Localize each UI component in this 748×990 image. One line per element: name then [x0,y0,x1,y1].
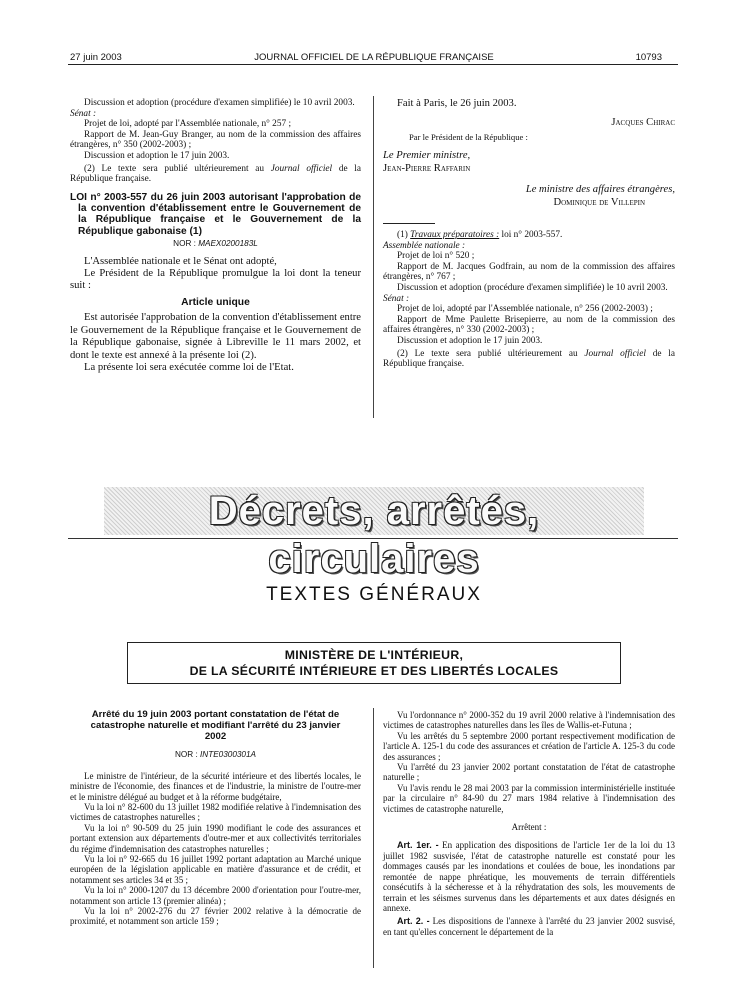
paragraph: Est autorisée l'approbation de la convention d'établissement entre le Gouvernement de la République française et le Gouvernement de la République gabonaise, signée à Libreville le 11 mars 2002, et dont le texte est annexé à la présente loi (2). [70,312,361,361]
ministry-line-1: MINISTÈRE DE L'INTÉRIEUR, [284,648,464,662]
article-1-label: Art. 1er. - [397,840,439,851]
article-1-text: En application des dispositions de l'article 1er de la loi du 13 juillet 1982 susvisée, l'état de catastrophe naturelle est constaté pour les dommages causés par les inondations et coulées de boue, les inondations par remontée de nappe phréatique, les mouvements de terrain différentiels consécutifs à la sécheresse et à la réhydratation des sols, les mouvements de terrain et les séismes survenus dans les départements et aux dates désignés en annexe. [383,840,675,913]
top-left-column [70,98,361,374]
article-2 [383,916,675,937]
section-banner [104,487,644,581]
article-heading: Article unique [181,296,250,308]
paragraph: Discussion et adoption (procédure d'examen simplifiée) le 10 avril 2003. [84,98,355,108]
assemblee-label: Assemblée nationale : [383,240,466,251]
paragraph: La présente loi sera exécutée comme loi de l'Etat. [84,361,294,373]
arretent-label: Arrêtent : [511,822,547,833]
paragraph: Rapport de Mme Paulette Brisepierre, au nom de la commission des affaires étrangères, n° 330 (2002-2003) ; [383,314,675,336]
nor-code: INTE0300301A [200,750,257,760]
nor-code: MAEX0200183L [198,238,258,248]
paragraph: Discussion et adoption le 17 juin 2003. [84,150,230,161]
paragraph: Projet de loi, adopté par l'Assemblée nationale, n° 257 ; [84,119,292,130]
paragraph: Vu la loi n° 2002-276 du 27 février 2002 relative à la démocratie de proximité, et notamment son article 159 ; [70,906,361,927]
senat-label: Sénat : [383,293,410,304]
premier-ministre-title: Le Premier ministre, [383,150,471,162]
nor-label: NOR : [174,750,201,760]
paragraph: Projet de loi n° 520 ; [397,251,475,262]
column-divider [373,708,374,968]
article-2-text: Les dispositions de l'annexe à l'arrêté du 23 janvier 2002 susvisé, en tant qu'elles concernent le département de la [383,916,675,937]
text: (1) [397,230,411,241]
paragraph: Vu la loi n° 82-600 du 13 juillet 1982 modifiée relative à l'indemnisation des victimes de catastrophes naturelles ; [70,802,361,823]
text: de la République française. [383,348,675,370]
header-date: 27 juin 2003 [70,52,122,63]
text: de la République française. [70,163,362,185]
paragraph: Le Président de la République promulgue la loi dont la teneur suit : [70,267,361,292]
paragraph: Rapport de M. Jacques Godfrain, au nom de la commission des affaires étrangères, n° 767 ; [383,261,675,283]
paragraph: Le ministre de l'intérieur, de la sécurité intérieure et des libertés locales, le ministre de l'économie, des finances et de l'industrie, la ministre de l'outre-mer et le ministre délégué au budget et à la réforme budgétaire, [70,770,361,802]
text: loi n° 2003-557. [499,230,563,241]
par-le-president: Par le Président de la République : [409,131,528,142]
bottom-left-column [70,710,361,927]
ministry-line-2: DE LA SÉCURITÉ INTÉRIEURE ET DES LIBERTÉS LOCALES [189,664,559,678]
text: (2) Le texte sera publié ultérieurement au [84,163,271,174]
journal-officiel-text: Journal officiel [270,163,333,174]
travaux-link[interactable]: Travaux préparatoires : [410,230,500,241]
footnote-2 [70,164,361,185]
column-divider [373,96,374,418]
section-title: TEXTES GÉNÉRAUX [266,584,482,605]
ministre-ae-title: Le ministre des affaires étrangères, [525,184,675,196]
paragraph: Projet de loi, adopté par l'Assemblée nationale, n° 256 (2002-2003) ; [397,304,653,315]
paragraph: Discussion et adoption le 17 juin 2003. [397,335,543,346]
paragraph: Vu les arrêtés du 5 septembre 2000 portant respectivement modification de l'article A. 125-1 du code des assurances et création de l'article A. 125-3 du code des assurances ; [383,730,675,762]
paragraph: Vu l'avis rendu le 28 mai 2003 par la commission interministérielle instituée par la circulaire n° 84-90 du 27 mars 1984 relative à l'indemnisation des victimes de catastrophe naturelle, [383,782,675,814]
paragraph: Rapport de M. Jean-Guy Branger, au nom de la commission des affaires étrangères, n° 350 (2002-2003) ; [70,129,361,151]
footnote-2 [383,349,675,370]
loi-title: LOI n° 2003-557 du 26 juin 2003 autorisant l'approbation de la convention d'établissement entre le Gouvernement de la République française et le Gouvernement de la République gabonaise (1) [70,191,361,237]
footnote-1 [383,230,675,241]
header-page-number: 10793 [635,52,662,63]
nor-reference [70,750,361,760]
premier-ministre-name: Jean-Pierre Raffarin [383,162,471,174]
senat-label: Sénat : [70,108,97,119]
paragraph: Vu l'arrêté du 23 janvier 2002 portant constatation de l'état de catastrophe naturelle ; [383,762,675,783]
ministry-box [127,642,621,684]
banner-title: Décrets, arrêtés, circulaires [208,489,540,581]
paragraph: L'Assemblée nationale et le Sénat ont adopté, [84,255,277,267]
banner-rule [68,538,678,539]
paragraph: Vu l'ordonnance n° 2000-352 du 19 avril 2000 relative à l'indemnisation des victimes de catastrophes naturelles dans les îles de Wallis-et-Futuna ; [383,710,675,731]
paragraph: Vu la loi n° 2000-1207 du 13 décembre 2000 d'orientation pour l'outre-mer, notamment son article 13 (premier alinéa) ; [70,885,361,906]
nor-reference [70,239,361,250]
nor-label: NOR : [173,238,199,248]
president-signature: Jacques Chirac [611,117,675,129]
article-1 [383,840,675,913]
text: (2) Le texte sera publié ultérieurement au [397,348,585,359]
ministre-ae-name: Dominique de Villepin [553,196,645,208]
header-rule [68,64,678,65]
paragraph: Vu la loi n° 92-665 du 16 juillet 1992 portant adaptation au Marché unique européen de la législation applicable en matière d'assurance et de crédit, et notamment ses articles 34 et 35 ; [70,854,361,885]
arrete-title: Arrêté du 19 juin 2003 portant constatation de l'état de catastrophe naturelle et modifiant l'arrêté du 23 janvier 2002 [90,709,341,742]
article-2-label: Art. 2. - [397,916,430,927]
top-right-column [383,98,675,370]
paragraph: Discussion et adoption (procédure d'examen simplifiée) le 10 avril 2003. [397,283,668,293]
journal-officiel-text: Journal officiel [584,348,646,359]
footnote-rule [383,223,435,224]
header-journal-title: JOURNAL OFFICIEL DE LA RÉPUBLIQUE FRANÇAISE [254,52,494,63]
bottom-right-column [383,710,675,937]
paragraph: Vu la loi n° 90-509 du 25 juin 1990 modifiant le code des assurances et portant extension aux départements d'outre-mer et aux collectivités territoriales du régime d'indemnisation des catastrophes naturelles ; [70,822,361,854]
signature-date: Fait à Paris, le 26 juin 2003. [397,98,517,109]
